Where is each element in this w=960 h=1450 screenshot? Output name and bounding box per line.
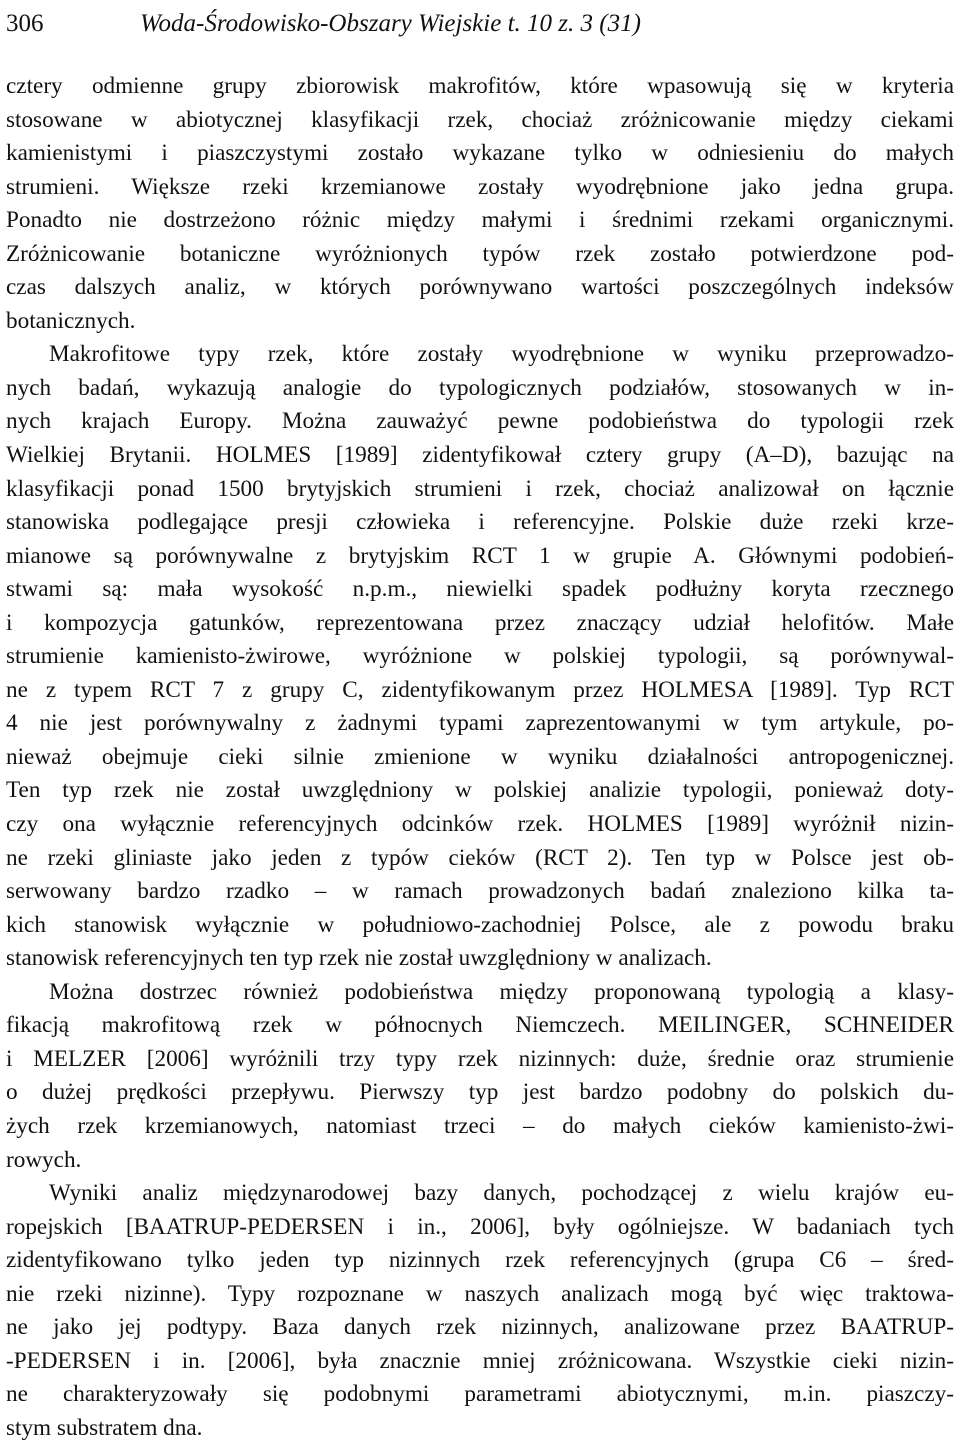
text-line: żych rzek krzemianowych, natomiast trzeci – do małych cieków kamienisto-żwi- [6,1112,954,1139]
text-line: strumienie kamienisto-żwirowe, wyróżnione w polskiej typologii, są porównywal- [6,643,954,670]
text-line: stanowiska podlegające presji człowieka i referencyjne. Polskie duże rzeki krze- [6,509,954,536]
text-line: stwami są: mała wysokość n.p.m., niewielki spadek podłużny koryta rzecznego [6,576,954,603]
article-body [6,70,954,1445]
text-line: zidentyfikowano tylko jeden typ nizinnych rzek referencyjnych (grupa C6 – śred- [6,1247,954,1274]
text-line: Można dostrzec również podobieństwa między proponowaną typologią a klasy- [49,978,954,1005]
text-line: stym substratem dna. [6,1414,203,1441]
text-line: cztery odmienne grupy zbiorowisk makrofitów, które wpasowują się w kryteria [6,73,954,99]
page-header [6,4,954,44]
text-line: nych badań, wykazują analogie do typologicznych podziałów, stosowanych w in- [6,374,954,401]
text-line: Wielkiej Brytanii. HOLMES [1989] zidentyfikował cztery grupy (A–D), bazując na [6,442,954,469]
text-line: Makrofitowe typy rzek, które zostały wyodrębnione w wyniku przeprowadzo- [49,341,954,368]
text-line: Ten typ rzek nie został uwzględniony w polskiej analizie typologii, ponieważ doty- [6,777,954,804]
text-line: Zróżnicowanie botaniczne wyróżnionych typów rzek zostało potwierdzone pod- [6,240,954,267]
text-line: i MELZER [2006] wyróżnili trzy typy rzek nizinnych: duże, średnie oraz strumienie [6,1045,954,1072]
text-line: ne charakteryzowały się podobnymi parametrami abiotycznymi, m.in. piaszczy- [6,1381,954,1408]
text-line: nie rzeki nizinne). Typy rozpoznane w naszych analizach mogą być więc traktowa- [6,1280,954,1307]
text-line: rowych. [6,1146,82,1173]
text-line: ropejskich [BAATRUP-PEDERSEN i in., 2006], były ogólniejsze. W badaniach tych [6,1213,954,1240]
text-line: klasyfikacji ponad 1500 brytyjskich strumieni i rzek, chociaż analizował on łącznie [6,475,954,502]
text-line: ne jako jej podtypy. Baza danych rzek nizinnych, analizowane przez BAATRUP- [6,1314,954,1341]
text-line: kamienistymi i piaszczystymi zostało wykazane tylko w odniesieniu do małych [6,140,954,167]
running-title: Woda-Środowisko-Obszary Wiejskie t. 10 z. 3 (31) [140,10,641,37]
text-line: serwowany bardzo rzadko – w ramach prowadzonych badań znaleziono kilka ta- [6,878,954,905]
text-line: kich stanowisk wyłącznie w południowo-zachodniej Polsce, ale z powodu braku [6,911,954,938]
text-line: Wyniki analiz międzynarodowej bazy danych, pochodzącej z wielu krajów eu- [49,1180,954,1207]
text-line: i kompozycja gatunków, reprezentowana przez znaczący udział helofitów. Małe [6,609,954,636]
text-line: nieważ obejmuje cieki silnie zmienione w wyniku działalności antropogenicznej. [6,743,954,770]
text-line: strumieni. Większe rzeki krzemianowe zostały wyodrębnione jako jedna grupa. [6,173,954,200]
text-line: czy ona wyłącznie referencyjnych odcinków rzek. HOLMES [1989] wyróżnił nizin- [6,811,954,838]
text-line: -PEDERSEN i in. [2006], była znacznie mniej zróżnicowana. Wszystkie cieki nizin- [6,1347,954,1374]
text-line: stosowane w abiotycznej klasyfikacji rzek, chociaż zróżnicowanie między ciekami [6,106,954,133]
text-line: fikacją makrofitową rzek w północnych Niemczech. MEILINGER, SCHNEIDER [6,1012,954,1039]
page-number: 306 [6,10,44,37]
text-line: botanicznych. [6,307,136,334]
text-line: o dużej prędkości przepływu. Pierwszy typ jest bardzo podobny do polskich du- [6,1079,954,1106]
text-line: Ponadto nie dostrzeżono różnic między małymi i średnimi rzekami organicznymi. [6,207,954,234]
text-line: nych krajach Europy. Można zauważyć pewne podobieństwa do typologii rzek [6,408,954,435]
text-line: czas dalszych analiz, w których porównywano wartości poszczególnych indeksów [6,274,954,301]
text-line: ne rzeki gliniaste jako jeden z typów cieków (RCT 2). Ten typ w Polsce jest ob- [6,844,954,871]
text-line: stanowisk referencyjnych ten typ rzek nie został uwzględniony w analizach. [6,945,712,972]
text-line: mianowe są porównywalne z brytyjskim RCT 1 w grupie A. Głównymi podobień- [6,542,954,569]
text-line: ne z typem RCT 7 z grupy C, zidentyfikowanym przez HOLMESA [1989]. Typ RCT [6,676,954,703]
text-line: 4 nie jest porównywalny z żadnymi typami zaprezentowanymi w tym artykule, po- [6,710,954,737]
